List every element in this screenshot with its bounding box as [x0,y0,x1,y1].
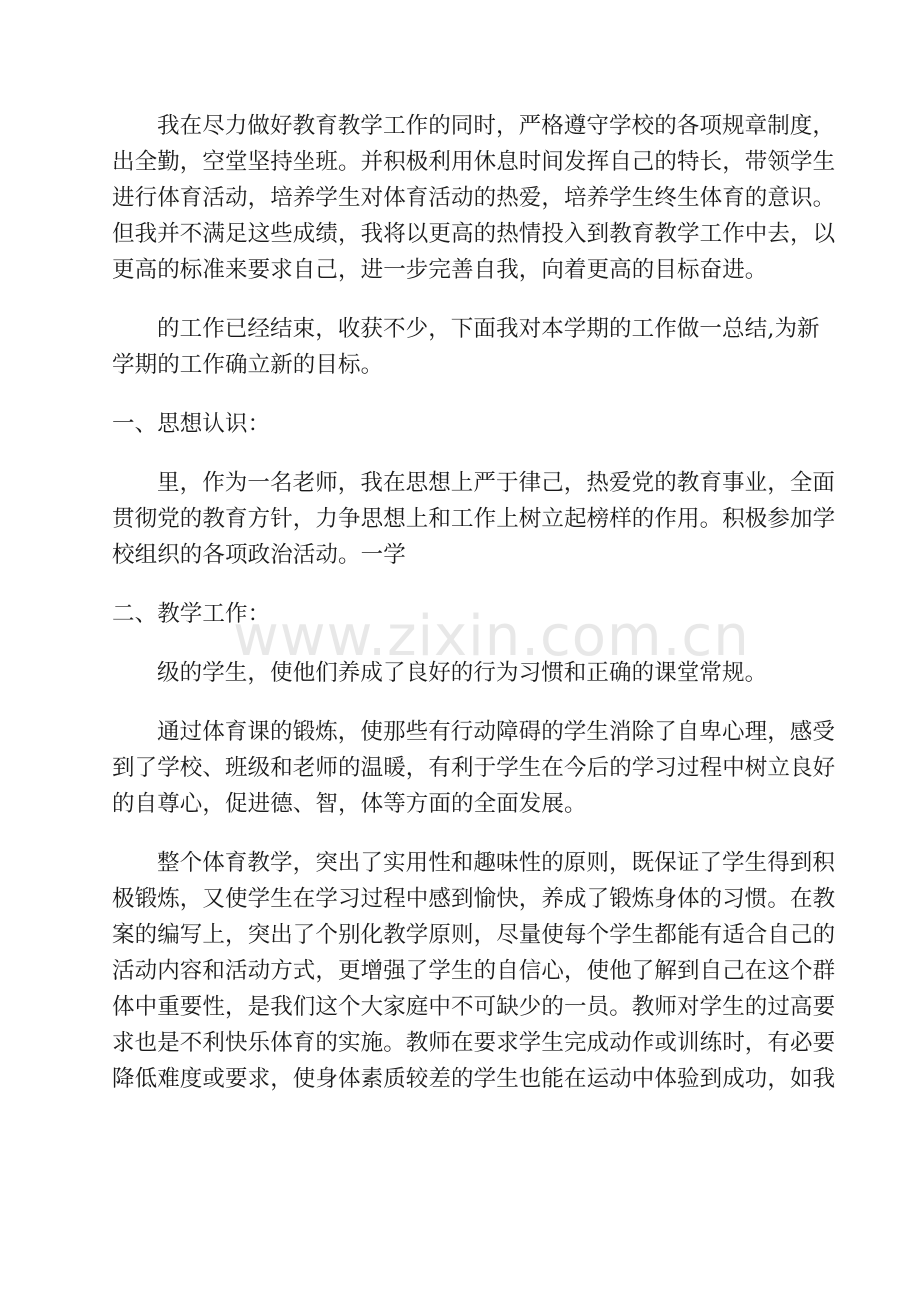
heading-text: 二、教学工作： [112,601,271,627]
paragraph [112,108,920,288]
text-line: 里，作为一名老师，我在思想上严于律己，热爱党的教育事业，全面 [157,470,836,496]
section-heading [112,596,920,632]
text-line: 更高的标准来要求自己，进一步完善自我，向着更高的目标奋进。 [112,257,768,283]
text-line: 案的编写上，突出了个别化教学原则，尽量使每个学生都能有适合自己的 [112,922,836,948]
text-line: 整个体育教学，突出了实用性和趣味性的原则，既保证了学生得到积 [157,850,836,876]
paragraph [112,465,920,573]
text-line: 我在尽力做好教育教学工作的同时，严格遵守学校的各项规章制度， [157,113,836,139]
text-line: 学期的工作确立新的目标。 [112,352,384,378]
text-line: 活动内容和活动方式，更增强了学生的自信心，使他了解到自己在这个群 [112,958,836,984]
text-line: 求也是不利快乐体育的实施。教师在要求学生完成动作或训练时，有必要 [112,1030,836,1056]
text-line: 的自尊心，促进德、智，体等方面的全面发展。 [112,791,587,817]
text-line: 极锻炼，又使学生在学习过程中感到愉快，养成了锻炼身体的习惯。在教 [112,886,836,912]
text-line: 出全勤，空堂坚持坐班。并积极利用休息时间发挥自己的特长，带领学生 [112,149,836,175]
heading-text: 一、思想认识： [112,411,271,437]
paragraph [112,714,920,822]
text-line: 校组织的各项政治活动。一学 [112,542,406,568]
text-line: 但我并不满足这些成绩，我将以更高的热情投入到教育教学工作中去，以 [112,221,836,247]
text-line: 贯彻党的教育方针，力争思想上和工作上树立起榜样的作用。积极参加学 [112,506,836,532]
text-line: 到了学校、班级和老师的温暖，有利于学生在今后的学习过程中树立良好 [112,755,836,781]
text-line: 体中重要性，是我们这个大家庭中不可缺少的一员。教师对学生的过高要 [112,994,836,1020]
text-line: 进行体育活动，培养学生对体育活动的热爱，培养学生终生体育的意识。 [112,185,836,211]
text-line: 级的学生，使他们养成了良好的行为习惯和正确的课堂常规。 [157,660,768,686]
text-line: 通过体育课的锻炼，使那些有行动障碍的学生消除了自卑心理，感受 [157,719,836,745]
paragraph [112,655,920,691]
paragraph [112,845,920,1097]
text-line: 的工作已经结束，收获不少，下面我对本学期的工作做一总结,为新 [157,316,820,342]
text-line: 降低难度或要求，使身体素质较差的学生也能在运动中体验到成功，如我 [112,1066,836,1092]
watermark: www.zixin.com.cn [233,604,750,669]
paragraph [112,311,920,383]
section-heading [112,406,920,442]
